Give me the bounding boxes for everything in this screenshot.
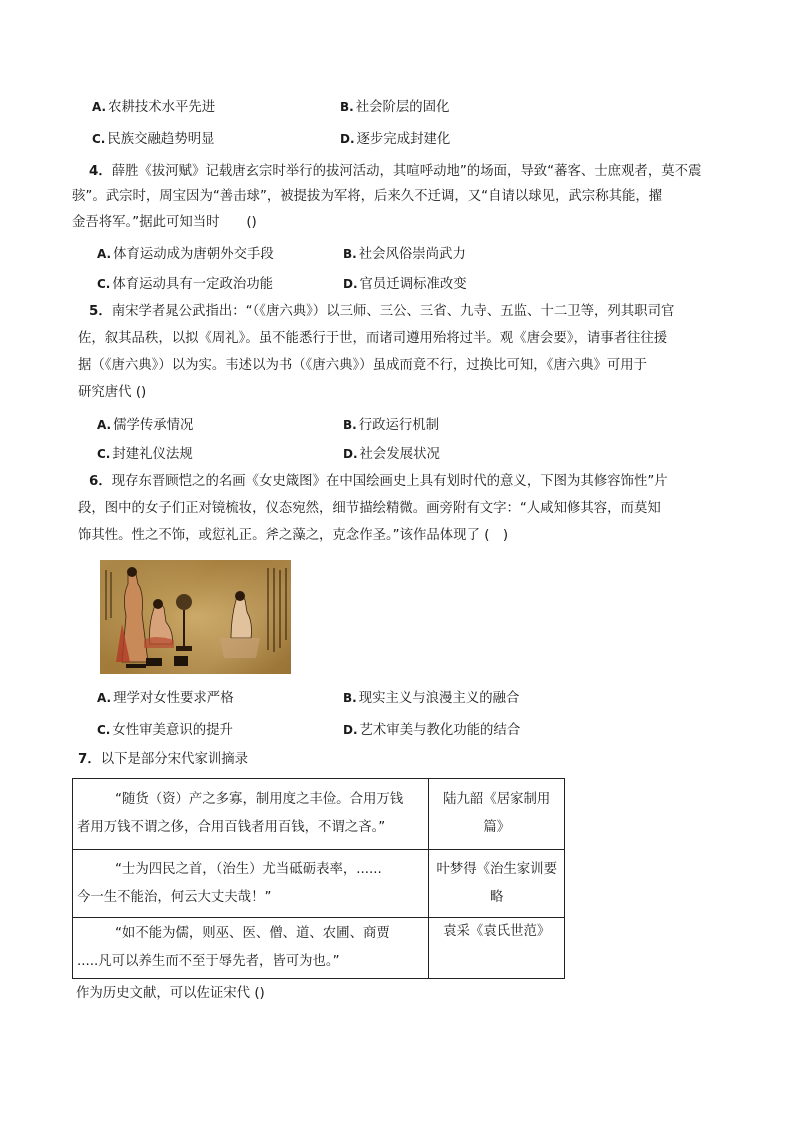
q5-option-c <box>97 443 193 462</box>
painting-illustration <box>100 560 291 674</box>
option-text: 官员迁调标准改变 <box>359 277 467 292</box>
option-text: 社会阶层的固化 <box>355 100 450 115</box>
table-row <box>73 850 565 918</box>
option-text: 女性审美意识的提升 <box>112 723 233 738</box>
q6-stem-line1 <box>89 468 668 496</box>
option-text: 行政运行机制 <box>358 418 440 433</box>
option-letter: D. <box>343 277 358 291</box>
option-text: 民族交融趋势明显 <box>107 132 215 147</box>
q6-option-d <box>343 719 520 738</box>
q3-option-c <box>92 128 215 147</box>
quote-line: 者用万钱不谓之侈，合用百钱者用百钱，不谓之吝。” <box>77 820 386 835</box>
option-letter: B. <box>343 691 357 705</box>
option-letter: D. <box>343 447 358 461</box>
q4-option-b <box>343 243 466 262</box>
quote-line: 今一生不能治，何云大丈夫哉！” <box>77 889 272 905</box>
q4-stem-line1 <box>89 158 701 186</box>
option-letter: B. <box>343 247 357 261</box>
family-instructions-table <box>72 778 565 979</box>
option-text: 体育运动具有一定政治功能 <box>112 277 274 292</box>
quote-line: “随货（资）产之多寡，制用度之丰俭。合用万钱 <box>115 792 404 807</box>
q4-option-c <box>97 273 273 292</box>
q5-stem-line4: 研究唐代 () <box>78 385 147 400</box>
q6-stem-line3: 饰其性。性之不饰，或愆礼正。斧之藻之，克念作圣。”该作品体现了 ( ) <box>78 528 509 543</box>
q5-stem-line3: 据（《唐六典》）以为实。韦述以为书（《唐六典》）虽成而竟不行，过换比可知，《唐六典》可用于 <box>78 358 648 373</box>
question-number: 6． <box>89 474 112 489</box>
option-letter: D. <box>343 723 358 737</box>
q4-option-a <box>97 243 274 262</box>
option-letter: B. <box>343 418 357 432</box>
question-number: 5． <box>89 304 112 319</box>
q7-outro: 作为历史文献，可以佐证宋代 () <box>76 986 265 1001</box>
option-letter: D. <box>340 132 355 146</box>
option-letter: C. <box>92 132 106 146</box>
option-text: 体育运动成为唐朝外交手段 <box>113 247 274 262</box>
question-number: 4． <box>89 164 112 179</box>
option-letter: C. <box>97 277 111 291</box>
option-letter: C. <box>97 447 111 461</box>
option-text: 逐步完成封建化 <box>356 132 451 147</box>
option-text: 理学对女性要求严格 <box>113 691 234 706</box>
stem-text: 现存东晋顾恺之的名画《女史箴图》在中国绘画史上具有划时代的意义，下图为其修容饰性”片 <box>111 474 668 489</box>
q4-option-d <box>343 273 467 292</box>
table-cell-source: 陆九韶《居家制用篇》 <box>429 779 565 850</box>
q5-option-d <box>343 443 440 462</box>
option-text: 封建礼仪法规 <box>112 447 193 462</box>
q4-stem-line3: 金吾将军。”据此可知当时 () <box>72 215 257 230</box>
option-text: 艺术审美与教化功能的结合 <box>359 723 521 738</box>
table-cell-quote <box>73 779 429 850</box>
stem-text: 薛胜《拔河赋》记载唐玄宗时举行的拔河活动，其喧呼动地”的场面，导致“蕃客、士庶观者，莫不震 <box>111 164 702 179</box>
table-row <box>73 779 565 850</box>
question-number: 7． <box>78 752 101 767</box>
quote-line: “士为四民之首，（治生）尤当砥砺表率，...... <box>115 861 382 877</box>
q5-option-a <box>97 414 193 433</box>
option-text: 社会发展状况 <box>359 447 440 462</box>
option-letter: C. <box>97 723 111 737</box>
q5-option-b <box>343 414 439 433</box>
option-letter: B. <box>340 100 354 114</box>
q5-stem-line1 <box>89 298 674 326</box>
q3-option-a <box>92 96 215 115</box>
option-text: 社会风俗崇尚武力 <box>358 247 466 262</box>
table-row <box>73 918 565 979</box>
quote-line: .....凡可以养生而不至于辱先者，皆可为也。” <box>77 954 340 969</box>
q3-option-b <box>340 96 449 115</box>
admonitions-scroll-painting <box>100 560 291 674</box>
table-cell-quote <box>73 918 429 979</box>
table-cell-quote <box>73 850 429 918</box>
q4-stem-line2: 骇”。武宗时，周宝因为“善击球”，被提拔为军将，后来久不迁调，又“自请以球见，武宗称其能，擢 <box>72 189 663 204</box>
option-letter: A. <box>97 418 112 432</box>
option-letter: A. <box>92 100 107 114</box>
option-letter: A. <box>97 247 112 261</box>
q3-option-d <box>340 128 450 147</box>
quote-line: “如不能为儒，则巫、医、僧、道、农圃、商贾 <box>115 926 390 941</box>
stem-text: 以下是部分宋代家训摘录 <box>100 752 249 767</box>
q5-stem-line2: 佐，叙其品秩，以拟《周礼》。虽不能悉行于世，而诸司遵用殆将过半。观《唐会要》，请事者往往援 <box>78 331 668 346</box>
q6-option-a <box>97 687 234 706</box>
q6-option-b <box>343 687 519 706</box>
option-text: 农耕技术水平先进 <box>108 100 216 115</box>
option-text: 现实主义与浪漫主义的融合 <box>358 691 520 706</box>
q7-intro <box>78 746 248 774</box>
option-letter: A. <box>97 691 112 705</box>
stem-text: 南宋学者晁公武指出：“（《唐六典》）以三师、三公、三省、九寺、五监、十二卫等，列其职司官 <box>111 304 675 319</box>
q6-stem-line2: 段，图中的女子们正对镜梳妆，仪态宛然，细节描绘精微。画旁附有文字：“人咸知修其容，而莫知 <box>78 501 661 516</box>
option-text: 儒学传承情况 <box>113 418 194 433</box>
table-cell-source: 叶梦得《治生家训要略 <box>429 850 565 918</box>
q6-option-c <box>97 719 233 738</box>
table-cell-source: 袁采《袁氏世范》 <box>429 918 565 979</box>
